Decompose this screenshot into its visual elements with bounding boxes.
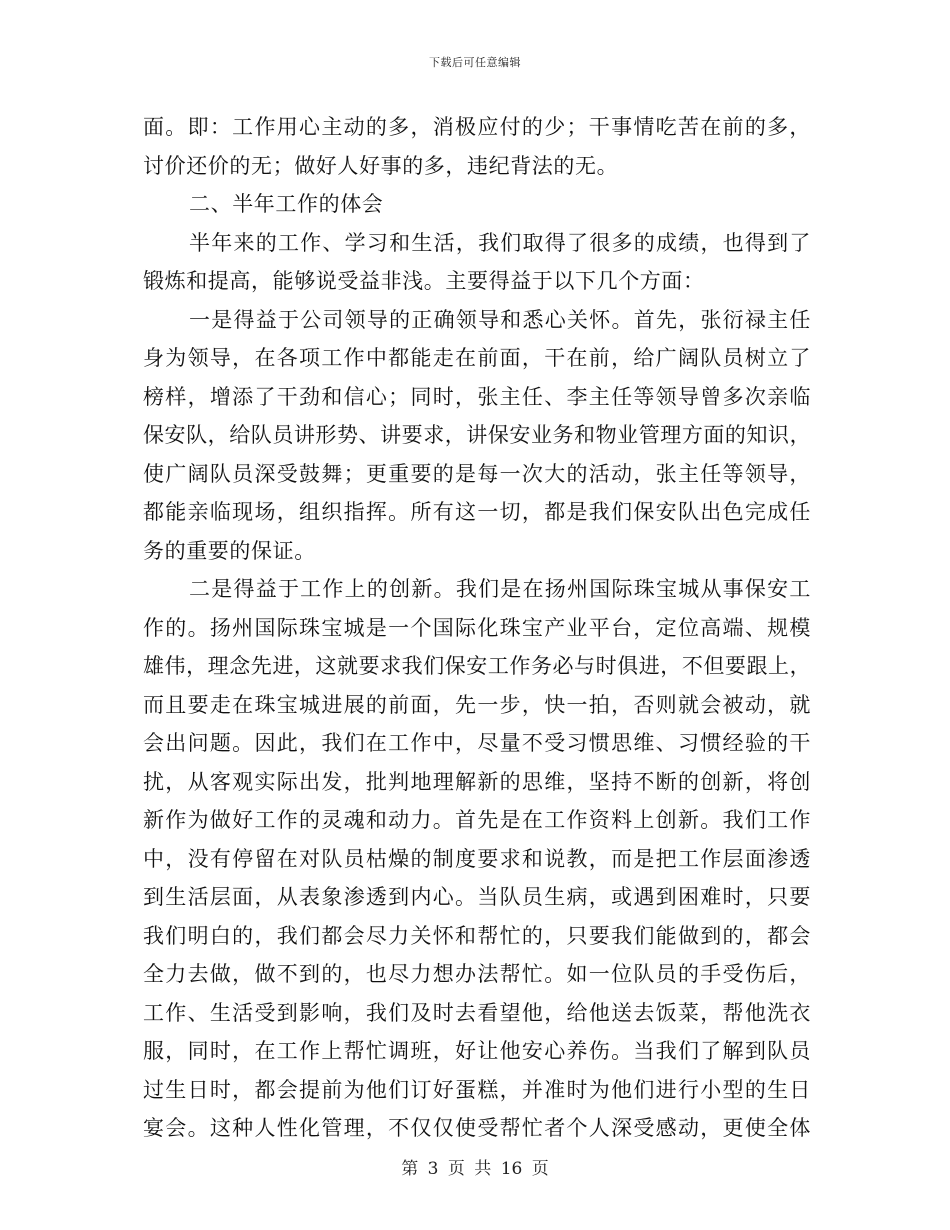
- text-line: 中，没有停留在对队员枯燥的制度要求和说教，而是把工作层面渗透: [143, 846, 811, 871]
- text-line: 面。即：工作用心主动的多，消极应付的少；干事情吃苦在前的多，: [143, 115, 811, 139]
- text-line: 一是得益于公司领导的正确领导和悉心关怀。首先，张衍禄主任: [189, 307, 811, 332]
- text-line: 讨价还价的无；做好人好事的多，违纪背法的无。: [143, 153, 619, 178]
- text-line: 锻炼和提高，能够说受益非浅。主要得益于以下几个方面：: [143, 269, 705, 293]
- text-line: 而且要走在珠宝城进展的前面，先一步，快一拍，否则就会被动，就: [143, 692, 811, 717]
- text-line: 作的。扬州国际珠宝城是一个国际化珠宝产业平台，定位高端、规模: [143, 615, 811, 640]
- text-line: 保安队，给队员讲形势、讲要求，讲保安业务和物业管理方面的知识，: [143, 423, 811, 447]
- document-body: [143, 108, 811, 1148]
- page-header: 下载后可任意编辑: [429, 56, 521, 69]
- text-line: 使广阔队员深受鼓舞；更重要的是每一次大的活动，张主任等领导，: [143, 461, 811, 486]
- text-line: 二、半年工作的体会: [189, 192, 384, 216]
- text-line: 二是得益于工作上的创新。我们是在扬州国际珠宝城从事保安工: [189, 577, 811, 601]
- text-line: 榜样，增添了干劲和信心；同时，张主任、李主任等领导曾多次亲临: [143, 384, 811, 409]
- text-line: 会出问题。因此，我们在工作中，尽量不受习惯思维、习惯经验的干: [143, 731, 811, 755]
- page-footer: 第 3 页 共 16 页: [401, 1159, 549, 1179]
- text-line: 身为领导，在各项工作中都能走在前面，干在前，给广阔队员树立了: [143, 346, 811, 370]
- text-line: 宴会。这种人性化管理，不仅仅使受帮忙者个人深受感动，更使全体: [143, 1116, 811, 1140]
- text-line: 半年来的工作、学习和生活，我们取得了很多的成绩，也得到了: [189, 230, 811, 255]
- text-line: 新作为做好工作的灵魂和动力。首先是在工作资料上创新。我们工作: [143, 808, 811, 832]
- text-line: 过生日时，都会提前为他们订好蛋糕，并准时为他们进行小型的生日: [143, 1077, 811, 1102]
- text-line: 雄伟，理念先进，这就要求我们保安工作务必与时俱进，不但要跟上，: [143, 654, 811, 678]
- text-line: 工作、生活受到影响，我们及时去看望他，给他送去饭菜，帮他洗衣: [143, 1000, 811, 1025]
- text-line: 服，同时，在工作上帮忙调班，好让他安心养伤。当我们了解到队员: [143, 1039, 811, 1063]
- text-line: 扰，从客观实际出发，批判地理解新的思维，坚持不断的创新，将创: [143, 769, 811, 794]
- text-line: 到生活层面，从表象渗透到内心。当队员生病，或遇到困难时，只要: [143, 885, 811, 909]
- text-line: 都能亲临现场，组织指挥。所有这一切，都是我们保安队出色完成任: [143, 500, 811, 524]
- text-line: 我们明白的，我们都会尽力关怀和帮忙的，只要我们能做到的，都会: [143, 923, 811, 948]
- text-line: 务的重要的保证。: [143, 538, 316, 563]
- text-line: 全力去做，做不到的，也尽力想办法帮忙。如一位队员的手受伤后，: [143, 962, 811, 986]
